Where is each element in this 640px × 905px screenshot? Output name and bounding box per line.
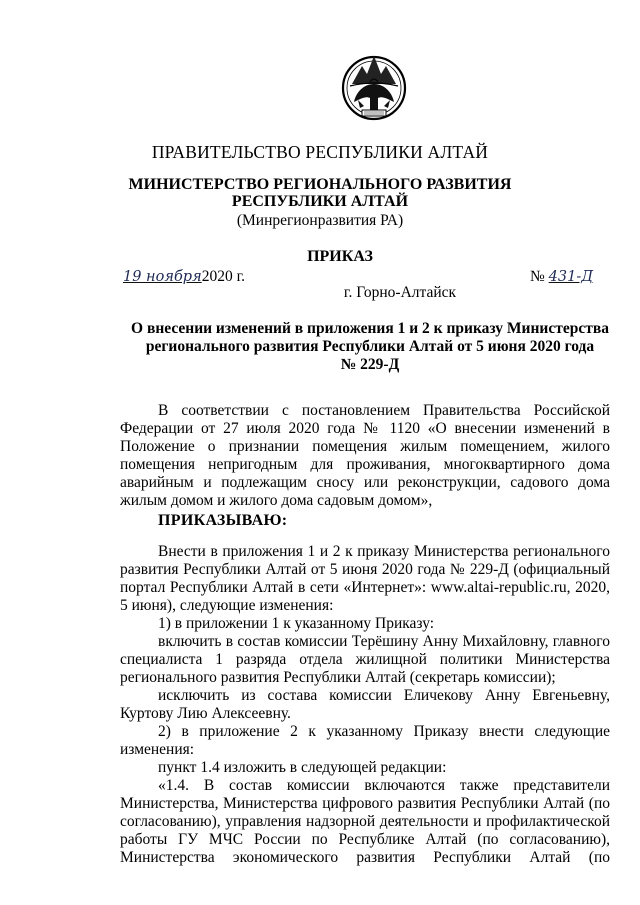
- preamble-line: Положение о признании помещения жилым помещением, жилого: [120, 438, 610, 455]
- preamble-line: аварийным и подлежащим сносу или реконструкции, садового дома: [120, 474, 610, 491]
- preamble-line: В соответствии с постановлением Правительства Российской: [158, 402, 610, 419]
- body-line: пункт 1.4 изложить в следующей редакции:: [158, 759, 447, 776]
- ministry-short-name: (Минрегионразвития РА): [236, 212, 404, 229]
- body-line: портал Республики Алтай в сети «Интернет»: www.altai-republic.ru, 2020,: [120, 579, 610, 596]
- preamble-line: Федерации от 27 июля 2020 года № 1120 «О внесении изменений в: [120, 420, 610, 437]
- government-name: ПРАВИТЕЛЬСТВО РЕСПУБЛИКИ АЛТАЙ: [151, 142, 489, 162]
- body-line: 1) в приложении 1 к указанному Приказу:: [158, 615, 435, 632]
- body-line: Внести в приложения 1 и 2 к приказу Министерства регионального: [158, 543, 610, 560]
- coat-of-arms-emblem: [340, 44, 408, 132]
- body-line: «1.4. В состав комиссии включаются также представители: [158, 777, 610, 794]
- order-year: 2020 г.: [201, 268, 246, 285]
- preamble-line: помещения непригодным для проживания, многоквартирного дома: [120, 456, 610, 473]
- body-line: включить в состав комиссии Терёшину Анну Михайловну, главного: [158, 633, 610, 650]
- ministry-name-line1: МИНИСТЕРСТВО РЕГИОНАЛЬНОГО РАЗВИТИЯ: [128, 176, 512, 193]
- ministry-name-line2: РЕСПУБЛИКИ АЛТАЙ: [231, 193, 409, 210]
- body-line: 5 июня), следующие изменения:: [120, 597, 334, 614]
- body-line: работы ГУ МЧС России по Республике Алтай (по согласованию),: [120, 831, 610, 848]
- number-sign: №: [530, 268, 545, 285]
- body-line: Министерства, Министерства цифрового развития Республики Алтай (по: [120, 795, 610, 812]
- body-line: Куртову Лию Алексеевну.: [120, 705, 291, 722]
- order-title-line3: № 229-Д: [340, 356, 400, 373]
- body-line: специалиста 1 разряда отдела жилищной политики Министерства: [120, 651, 610, 668]
- body-line: 2) в приложение 2 к указанному Приказу внести следующие: [158, 723, 610, 740]
- body-line: Министерства экономического развития Республики Алтай (по: [120, 849, 610, 866]
- order-place: г. Горно-Алтайск: [343, 284, 457, 301]
- body-line: регионального развития Республики Алтай (секретарь комиссии);: [120, 669, 556, 686]
- order-heading: ПРИКАЗ: [307, 248, 373, 265]
- order-title-line2: регионального развития Республики Алтай от 5 июня 2020 года: [145, 338, 595, 355]
- order-title-line1: О внесении изменений в приложения 1 и 2 к приказу Министерства: [131, 320, 609, 337]
- handwritten-date: 19 ноября: [123, 269, 202, 285]
- body-line: изменения:: [120, 741, 195, 758]
- handwritten-number: 431-Д: [548, 269, 594, 285]
- body-line: исключить из состава комиссии Еличекову Анну Евгеньевну,: [158, 687, 610, 704]
- order-directive-word: ПРИКАЗЫВАЮ:: [158, 512, 288, 529]
- body-line: согласованию), управления надзорной деятельности и профилактической: [120, 813, 610, 830]
- preamble-line: жилым домом и жилого дома садовым домом»,: [120, 492, 433, 509]
- body-line: развития Республики Алтай от 5 июня 2020 года № 229-Д (официальный: [120, 561, 610, 578]
